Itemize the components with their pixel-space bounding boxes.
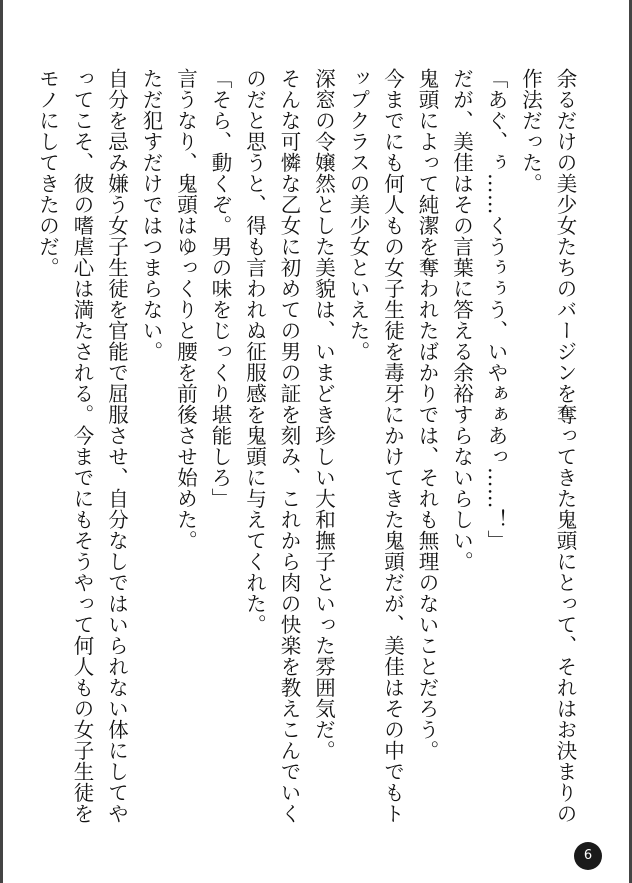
vertical-text-body [35, 68, 582, 838]
paragraph: ただ犯すだけではつまらない。 [139, 68, 163, 362]
paragraph: だが、美佳はその言葉に答える余裕すらないらしい。 [449, 68, 474, 572]
paragraph: 自分を忌み嫌う女子生徒を官能で屈服させ、自分なしではいられない体にしてやってこそ、彼の嗜虐心は満たされる。今までにもそうやって何人もの女子生徒をモノにしてきたのだ。 [35, 68, 129, 824]
page-number-badge: 6 [574, 842, 602, 870]
paragraph: 「あぐ、ぅ……くうぅぅう、いやぁぁあっ……！」 [484, 68, 508, 551]
paragraph: 「そら、動くぞ。男の味をじっくり堪能しろ」 [208, 68, 232, 509]
paragraph: 余るだけの美少女たちのバージンを奪ってきた鬼頭にとって、それはお決まりの作法だった。 [518, 68, 577, 824]
paragraph: そんな可憐な乙女に初めての男の証を刻み、これから肉の快楽を教えこんでいくのだと思うと、得も言われぬ征服感を鬼頭に与えてくれた。 [242, 68, 301, 824]
paragraph: 今までにも何人もの女子生徒を毒牙にかけてきた鬼頭だが、美佳はその中でもトップクラスの美少女といえた。 [346, 68, 405, 824]
page-border-left [0, 0, 3, 883]
paragraph: 言うなり、鬼頭はゆっくりと腰を前後させ始めた。 [173, 68, 198, 551]
paragraph: 鬼頭によって純潔を奪われたばかりでは、それも無理のないことだろう。 [415, 68, 439, 761]
paragraph: 深窓の令嬢然とした美貌は、いまどき珍しい大和撫子といった雰囲気だ。 [311, 68, 336, 761]
